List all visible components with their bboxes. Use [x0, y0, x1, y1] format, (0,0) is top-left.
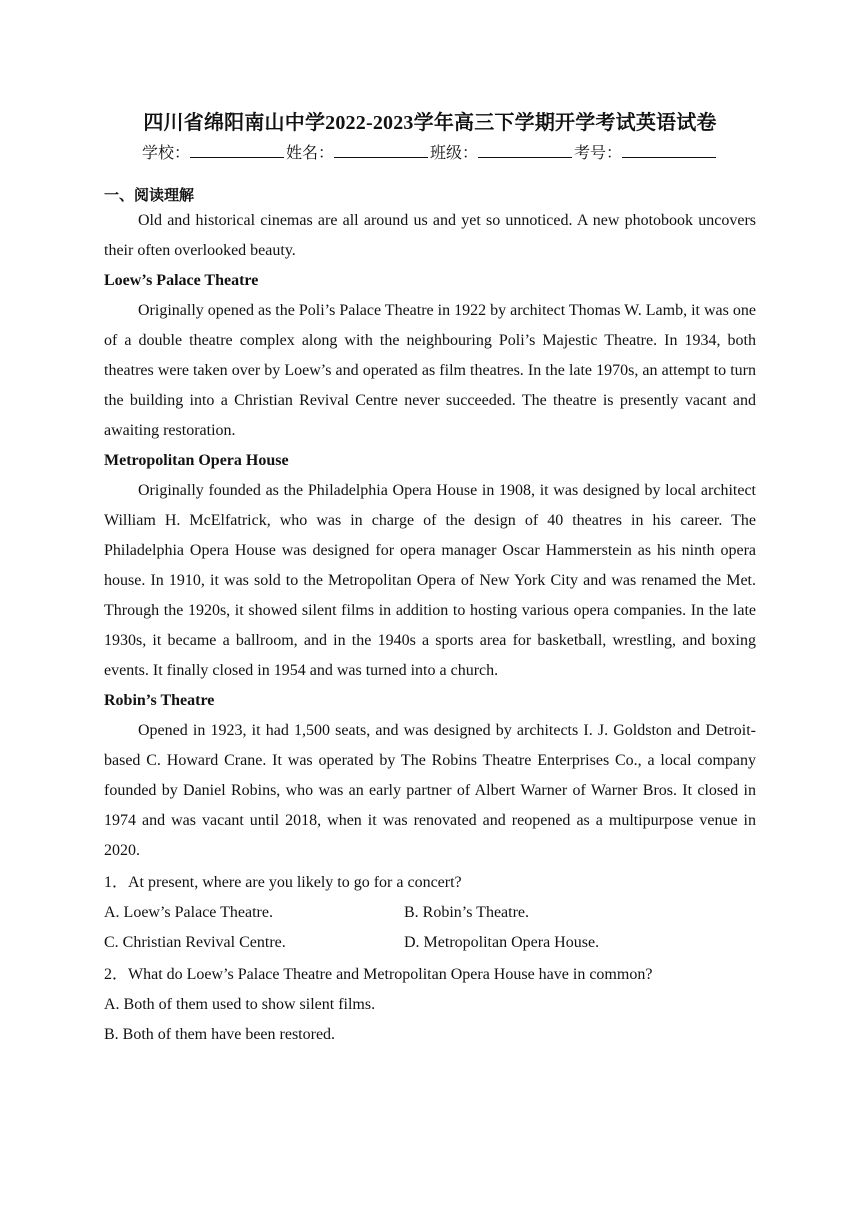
question-1-option-b: B. Robin’s Theatre.	[404, 904, 530, 921]
theatre-paragraph-loews: Originally opened as the Poli’s Palace Theatre in 1922 by architect Thomas W. Lamb, it was one of a double theatre complex along with the neighbouring Poli’s Majestic Theatre. In 1934, both theatres were taken over by Loew’s and operated as film theatres. In the late 1970s, an attempt to turn the building into a Christian Revival Centre never succeeded. The theatre is presently vacant and awaiting restoration.	[104, 302, 756, 439]
question-1-option-d: D. Metropolitan Opera House.	[404, 934, 600, 951]
question-1-option-c: C. Christian Revival Centre.	[104, 934, 286, 951]
question-2-option-b: B. Both of them have been restored.	[104, 1026, 336, 1043]
school-label: 学校：	[141, 143, 190, 162]
question-2-stem: 2．What do Loew’s Palace Theatre and Metropolitan Opera House have in common?	[104, 966, 653, 983]
class-label: 班级：	[430, 143, 479, 162]
question-1-stem: 1．At present, where are you likely to go for a concert?	[104, 874, 462, 891]
name-label: 姓名：	[285, 143, 334, 162]
theatre-paragraph-robins: Opened in 1923, it had 1,500 seats, and was designed by architects I. J. Goldston and Detroit-based C. Howard Crane. It was operated by The Robins Theatre Enterprises Co., a local company founded by Daniel Robins, who was an early partner of Albert Warner of Warner Bros. It closed in 1974 and was vacant until 2018, when it was renovated and reopened as a multipurpose venue in 2020.	[104, 722, 756, 859]
exam-number-blank	[622, 143, 716, 158]
class-field	[430, 140, 574, 166]
theatre-heading-robins: Robin’s Theatre	[104, 692, 215, 709]
class-blank	[478, 143, 572, 158]
section-heading: 一、阅读理解	[104, 186, 195, 204]
name-field	[286, 140, 430, 166]
question-1-option-a: A. Loew’s Palace Theatre.	[104, 904, 273, 921]
exam-title: 四川省绵阳南山中学2022-2023学年高三下学期开学考试英语试卷	[143, 112, 717, 134]
theatre-heading-metropolitan: Metropolitan Opera House	[104, 452, 289, 469]
exam-number-label: 考号：	[574, 143, 623, 162]
student-info-line	[104, 140, 756, 166]
intro-paragraph: Old and historical cinemas are all around us and yet so unnoticed. A new photobook uncovers their often overlooked beauty.	[104, 212, 756, 259]
exam-page	[104, 108, 756, 1050]
question-1-options-row-1	[104, 898, 756, 928]
theatre-heading-loews: Loew’s Palace Theatre	[104, 272, 259, 289]
theatre-paragraph-metropolitan: Originally founded as the Philadelphia Opera House in 1908, it was designed by local architect William H. McElfatrick, who was in charge of the design of 40 theatres in his career. The Philadelphia Opera House was designed for opera manager Oscar Hammerstein as his ninth opera house. In 1910, it was sold to the Metropolitan Opera of New York City and was renamed the Met. Through the 1920s, it showed silent films in addition to hosting various opera companies. In the late 1930s, it became a ballroom, and in the 1940s a sports area for basketball, wrestling, and boxing events. It finally closed in 1954 and was turned into a church.	[104, 482, 756, 679]
exam-number-field	[574, 140, 718, 166]
question-2-option-a: A. Both of them used to show silent films.	[104, 996, 376, 1013]
school-field	[142, 140, 286, 166]
name-blank	[334, 143, 428, 158]
school-blank	[190, 143, 284, 158]
question-1-options-row-2	[104, 928, 756, 958]
